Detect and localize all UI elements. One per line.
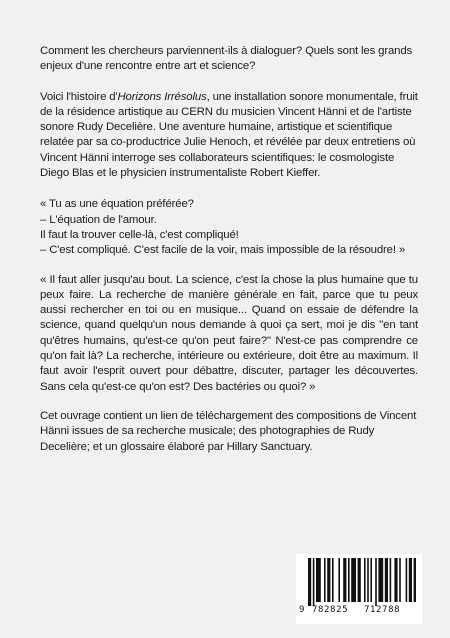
- barcode-bar: [343, 558, 346, 602]
- barcode-bar: [375, 558, 377, 606]
- story-lead: Voici l'histoire d': [40, 90, 118, 103]
- barcode-bar: [332, 558, 334, 602]
- barcode-digit-group-right: 712788: [364, 605, 401, 615]
- barcode-bar: [351, 558, 356, 602]
- barcode-bar: [409, 558, 412, 602]
- work-title: Horizons Irrésolus: [117, 90, 207, 103]
- barcode-bar: [358, 558, 361, 602]
- intro-paragraph: Comment les chercheurs parviennent-ils à dialoguer? Quels sont les grands enjeux d'une rencontre entre art et science?: [40, 45, 413, 73]
- barcode-bar: [313, 558, 315, 606]
- story-paragraph: [40, 90, 418, 182]
- dialogue-line: – L'équation de l'amour.: [40, 213, 157, 226]
- barcode-bar: [370, 558, 372, 602]
- barcode-digit-group-left: 782825: [312, 605, 349, 615]
- barcode-bar: [394, 558, 397, 602]
- back-cover-text: [40, 44, 418, 469]
- barcode-bar: [367, 558, 369, 602]
- dialogue-line: – C'est compliqué. C'est facile de la voir, mais impossible de la résoudre! »: [40, 244, 406, 257]
- barcode-bar: [406, 558, 408, 602]
- isbn-barcode: [296, 554, 422, 624]
- story-rest: , une installation sonore monumentale, fruit de la résidence artistique au CERN du musicien Vincent Hänni et de l'artiste sonore Rudy Decelière. Une aventure humaine, artistique et scientifique relatée par sa co-productrice Julie Henoch, et révélée par deux entretiens où Vincent Hänni interroge ses collaborateurs scientifiques: le cosmologiste Diego Blas et le physicien instrumentaliste Robert Kieffer.: [40, 90, 418, 180]
- barcode-bar: [348, 558, 350, 602]
- barcode-bar: [316, 558, 321, 602]
- contents-paragraph: Cet ouvrage contient un lien de téléchargement des compositions de Vincent Hänni issues de sa recherche musicale; des photographies de Rudy Decelière; et un glossaire élaboré par Hillary Sanctuary.: [40, 409, 417, 453]
- barcode-bar: [308, 558, 311, 606]
- barcode-bar: [390, 558, 392, 602]
- barcode-bar: [399, 558, 401, 602]
- barcode-bar: [324, 558, 326, 602]
- barcode-bar: [338, 558, 340, 602]
- barcode-bar: [364, 558, 366, 602]
- barcode-bar: [414, 558, 416, 602]
- barcode-digit-first: 9: [299, 605, 306, 615]
- barcode-bar: [385, 558, 388, 602]
- barcode-bar: [378, 558, 383, 602]
- dialogue-line: Il faut la trouver celle-là, c'est compliqué!: [40, 228, 239, 241]
- quote-paragraph: « Il faut aller jusqu'au bout. La science, c'est la chose la plus humaine que tu peux faire. La recherche de manière générale en fait, parce que tu peux aussi rechercher en toi ou en musique... Quand on essaie de défendre la science, quand quelqu'un nous demande à quoi ça sert, moi je dis "en tant qu'êtres humains, qu'est-ce qu'on peut faire?" N'est-ce pas comprendre ce qu'on fait là? La recherche, intérieure ou extérieure, doit être au maximum. Il faut avoir l'esprit ouvert pour débattre, discuter, partager les découvertes. Sans cela qu'est-ce qu'on est? Des bactéries ou quoi? »: [40, 273, 418, 393]
- dialogue-line: « Tu as une équation préférée?: [40, 198, 194, 211]
- barcode-bar: [327, 558, 330, 602]
- barcode-bars: [302, 558, 416, 606]
